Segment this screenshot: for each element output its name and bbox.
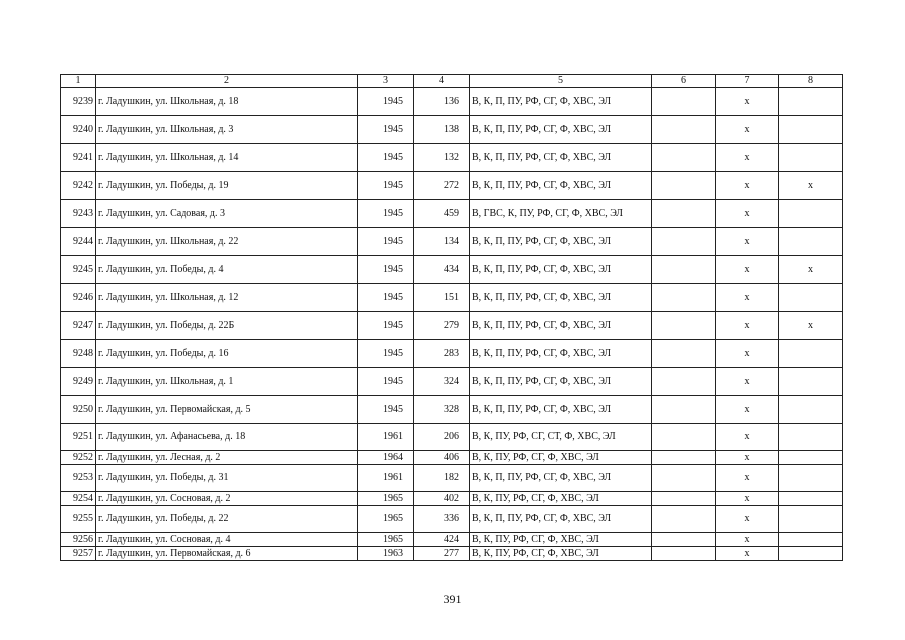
area-cell: 424: [414, 533, 470, 547]
year-cell: 1945: [358, 368, 414, 396]
year-cell: 1945: [358, 256, 414, 284]
area-cell: 182: [414, 465, 470, 492]
column-6-cell: [652, 88, 716, 116]
year-cell: 1965: [358, 533, 414, 547]
column-6-cell: [652, 256, 716, 284]
area-cell: 279: [414, 312, 470, 340]
column-6-cell: [652, 284, 716, 312]
row-number: 9253: [61, 465, 96, 492]
row-number: 9257: [61, 547, 96, 561]
table-row: [61, 492, 843, 506]
area-cell: 324: [414, 368, 470, 396]
column-7-cell: x: [716, 116, 779, 144]
column-6-cell: [652, 312, 716, 340]
utilities-cell: В, К, П, ПУ, РФ, СГ, Ф, ХВС, ЭЛ: [470, 396, 652, 424]
utilities-cell: В, К, ПУ, РФ, СГ, Ф, ХВС, ЭЛ: [470, 547, 652, 561]
year-cell: 1945: [358, 172, 414, 200]
row-number: 9255: [61, 506, 96, 533]
year-cell: 1965: [358, 492, 414, 506]
column-8-cell: [779, 116, 843, 144]
utilities-cell: В, К, П, ПУ, РФ, СГ, Ф, ХВС, ЭЛ: [470, 368, 652, 396]
utilities-cell: В, К, П, ПУ, РФ, СГ, Ф, ХВС, ЭЛ: [470, 144, 652, 172]
row-number: 9244: [61, 228, 96, 256]
address-cell: г. Ладушкин, ул. Сосновая, д. 4: [96, 533, 358, 547]
header-row: [61, 75, 843, 88]
column-6-cell: [652, 228, 716, 256]
year-cell: 1964: [358, 451, 414, 465]
row-number: 9241: [61, 144, 96, 172]
column-7-cell: x: [716, 200, 779, 228]
address-cell: г. Ладушкин, ул. Школьная, д. 12: [96, 284, 358, 312]
table-row: [61, 144, 843, 172]
address-cell: г. Ладушкин, ул. Победы, д. 22Б: [96, 312, 358, 340]
utilities-cell: В, К, ПУ, РФ, СГ, Ф, ХВС, ЭЛ: [470, 533, 652, 547]
year-cell: 1961: [358, 465, 414, 492]
column-7-cell: x: [716, 506, 779, 533]
column-8-cell: [779, 396, 843, 424]
utilities-cell: В, К, П, ПУ, РФ, СГ, Ф, ХВС, ЭЛ: [470, 256, 652, 284]
row-number: 9240: [61, 116, 96, 144]
table-row: [61, 396, 843, 424]
column-8-cell: [779, 547, 843, 561]
row-number: 9246: [61, 284, 96, 312]
column-8-cell: [779, 340, 843, 368]
column-7-cell: x: [716, 228, 779, 256]
column-6-cell: [652, 116, 716, 144]
utilities-cell: В, К, П, ПУ, РФ, СГ, Ф, ХВС, ЭЛ: [470, 172, 652, 200]
column-8-cell: [779, 88, 843, 116]
table-row: [61, 506, 843, 533]
table-row: [61, 424, 843, 451]
page-number: 391: [443, 592, 462, 606]
table-row: [61, 200, 843, 228]
table-row: [61, 547, 843, 561]
utilities-cell: В, К, П, ПУ, РФ, СГ, Ф, ХВС, ЭЛ: [470, 228, 652, 256]
column-7-cell: x: [716, 465, 779, 492]
area-cell: 272: [414, 172, 470, 200]
address-cell: г. Ладушкин, ул. Школьная, д. 1: [96, 368, 358, 396]
column-6-cell: [652, 465, 716, 492]
column-8-cell: [779, 465, 843, 492]
year-cell: 1961: [358, 424, 414, 451]
row-number: 9239: [61, 88, 96, 116]
address-cell: г. Ладушкин, ул. Школьная, д. 18: [96, 88, 358, 116]
year-cell: 1945: [358, 88, 414, 116]
column-7-cell: x: [716, 492, 779, 506]
utilities-cell: В, К, П, ПУ, РФ, СГ, Ф, ХВС, ЭЛ: [470, 284, 652, 312]
column-6-cell: [652, 200, 716, 228]
year-cell: 1945: [358, 144, 414, 172]
column-6-cell: [652, 368, 716, 396]
address-cell: г. Ладушкин, ул. Садовая, д. 3: [96, 200, 358, 228]
table-row: [61, 533, 843, 547]
area-cell: 283: [414, 340, 470, 368]
row-number: 9247: [61, 312, 96, 340]
row-number: 9243: [61, 200, 96, 228]
area-cell: 406: [414, 451, 470, 465]
address-cell: г. Ладушкин, ул. Первомайская, д. 6: [96, 547, 358, 561]
table-row: [61, 172, 843, 200]
area-cell: 277: [414, 547, 470, 561]
row-number: 9249: [61, 368, 96, 396]
year-cell: 1945: [358, 340, 414, 368]
column-6-cell: [652, 451, 716, 465]
table-row: [61, 284, 843, 312]
area-cell: 434: [414, 256, 470, 284]
address-cell: г. Ладушкин, ул. Победы, д. 31: [96, 465, 358, 492]
header-cell: 4: [414, 75, 470, 88]
address-cell: г. Ладушкин, ул. Школьная, д. 22: [96, 228, 358, 256]
column-7-cell: x: [716, 88, 779, 116]
column-8-cell: [779, 424, 843, 451]
utilities-cell: В, К, П, ПУ, РФ, СГ, Ф, ХВС, ЭЛ: [470, 340, 652, 368]
column-7-cell: x: [716, 172, 779, 200]
area-cell: 402: [414, 492, 470, 506]
area-cell: 136: [414, 88, 470, 116]
column-7-cell: x: [716, 451, 779, 465]
table-row: [61, 368, 843, 396]
column-7-cell: x: [716, 547, 779, 561]
table-body: [61, 75, 843, 561]
address-cell: г. Ладушкин, ул. Сосновая, д. 2: [96, 492, 358, 506]
column-7-cell: x: [716, 340, 779, 368]
column-6-cell: [652, 533, 716, 547]
column-6-cell: [652, 424, 716, 451]
address-cell: г. Ладушкин, ул. Афанасьева, д. 18: [96, 424, 358, 451]
utilities-cell: В, К, ПУ, РФ, СГ, Ф, ХВС, ЭЛ: [470, 451, 652, 465]
column-7-cell: x: [716, 533, 779, 547]
column-7-cell: x: [716, 256, 779, 284]
header-cell: 3: [358, 75, 414, 88]
column-8-cell: x: [779, 312, 843, 340]
table-row: [61, 88, 843, 116]
column-6-cell: [652, 506, 716, 533]
utilities-cell: В, К, ПУ, РФ, СГ, СТ, Ф, ХВС, ЭЛ: [470, 424, 652, 451]
utilities-cell: В, К, П, ПУ, РФ, СГ, Ф, ХВС, ЭЛ: [470, 506, 652, 533]
row-number: 9250: [61, 396, 96, 424]
table-row: [61, 228, 843, 256]
column-8-cell: x: [779, 172, 843, 200]
address-cell: г. Ладушкин, ул. Первомайская, д. 5: [96, 396, 358, 424]
column-7-cell: x: [716, 396, 779, 424]
area-cell: 206: [414, 424, 470, 451]
header-cell: 2: [96, 75, 358, 88]
row-number: 9254: [61, 492, 96, 506]
column-8-cell: [779, 144, 843, 172]
address-cell: г. Ладушкин, ул. Победы, д. 19: [96, 172, 358, 200]
housing-registry-table: [60, 74, 843, 561]
header-cell: 6: [652, 75, 716, 88]
address-cell: г. Ладушкин, ул. Победы, д. 4: [96, 256, 358, 284]
header-cell: 8: [779, 75, 843, 88]
column-7-cell: x: [716, 284, 779, 312]
area-cell: 328: [414, 396, 470, 424]
utilities-cell: В, К, П, ПУ, РФ, СГ, Ф, ХВС, ЭЛ: [470, 312, 652, 340]
column-6-cell: [652, 396, 716, 424]
row-number: 9242: [61, 172, 96, 200]
row-number: 9251: [61, 424, 96, 451]
column-8-cell: [779, 200, 843, 228]
year-cell: 1945: [358, 312, 414, 340]
column-8-cell: [779, 368, 843, 396]
utilities-cell: В, К, П, ПУ, РФ, СГ, Ф, ХВС, ЭЛ: [470, 88, 652, 116]
table-row: [61, 312, 843, 340]
year-cell: 1945: [358, 284, 414, 312]
column-8-cell: [779, 228, 843, 256]
address-cell: г. Ладушкин, ул. Школьная, д. 14: [96, 144, 358, 172]
row-number: 9245: [61, 256, 96, 284]
table-row: [61, 340, 843, 368]
area-cell: 138: [414, 116, 470, 144]
year-cell: 1945: [358, 228, 414, 256]
column-6-cell: [652, 547, 716, 561]
utilities-cell: В, К, ПУ, РФ, СГ, Ф, ХВС, ЭЛ: [470, 492, 652, 506]
column-8-cell: [779, 492, 843, 506]
address-cell: г. Ладушкин, ул. Победы, д. 22: [96, 506, 358, 533]
row-number: 9252: [61, 451, 96, 465]
row-number: 9256: [61, 533, 96, 547]
address-cell: г. Ладушкин, ул. Победы, д. 16: [96, 340, 358, 368]
year-cell: 1945: [358, 396, 414, 424]
header-cell: 1: [61, 75, 96, 88]
row-number: 9248: [61, 340, 96, 368]
year-cell: 1963: [358, 547, 414, 561]
column-8-cell: [779, 533, 843, 547]
column-7-cell: x: [716, 424, 779, 451]
header-cell: 5: [470, 75, 652, 88]
table-row: [61, 465, 843, 492]
year-cell: 1945: [358, 116, 414, 144]
utilities-cell: В, К, П, ПУ, РФ, СГ, Ф, ХВС, ЭЛ: [470, 116, 652, 144]
column-7-cell: x: [716, 144, 779, 172]
utilities-cell: В, ГВС, К, ПУ, РФ, СГ, Ф, ХВС, ЭЛ: [470, 200, 652, 228]
column-6-cell: [652, 172, 716, 200]
column-7-cell: x: [716, 312, 779, 340]
column-8-cell: [779, 506, 843, 533]
column-8-cell: [779, 284, 843, 312]
column-6-cell: [652, 144, 716, 172]
column-6-cell: [652, 340, 716, 368]
address-cell: г. Ладушкин, ул. Школьная, д. 3: [96, 116, 358, 144]
table-row: [61, 451, 843, 465]
area-cell: 134: [414, 228, 470, 256]
utilities-cell: В, К, П, ПУ, РФ, СГ, Ф, ХВС, ЭЛ: [470, 465, 652, 492]
column-7-cell: x: [716, 368, 779, 396]
year-cell: 1965: [358, 506, 414, 533]
address-cell: г. Ладушкин, ул. Лесная, д. 2: [96, 451, 358, 465]
column-8-cell: [779, 451, 843, 465]
area-cell: 336: [414, 506, 470, 533]
column-8-cell: x: [779, 256, 843, 284]
table-row: [61, 256, 843, 284]
area-cell: 459: [414, 200, 470, 228]
year-cell: 1945: [358, 200, 414, 228]
header-cell: 7: [716, 75, 779, 88]
area-cell: 132: [414, 144, 470, 172]
column-6-cell: [652, 492, 716, 506]
area-cell: 151: [414, 284, 470, 312]
table-row: [61, 116, 843, 144]
